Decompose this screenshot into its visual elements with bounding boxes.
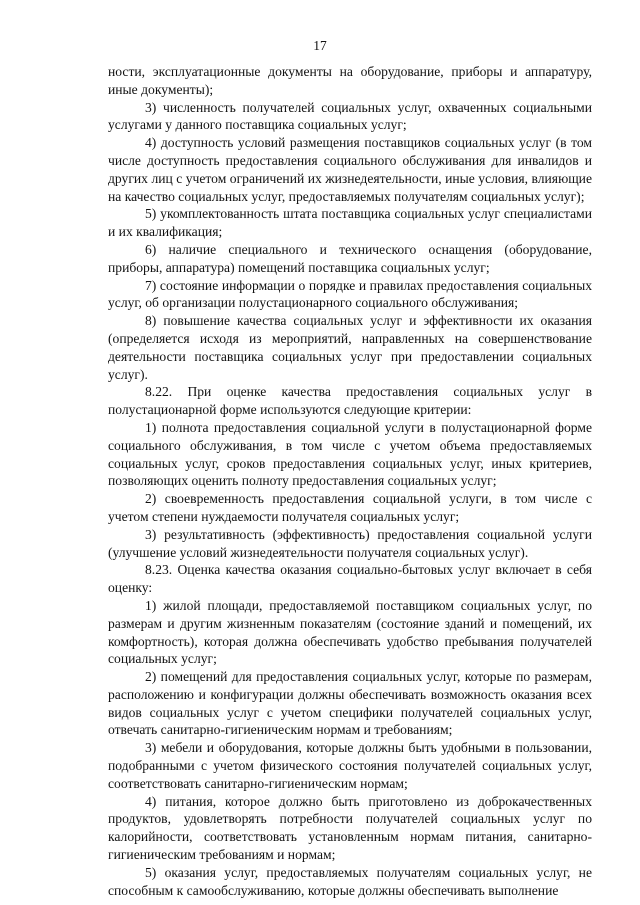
paragraph-continued: ности, эксплуатационные документы на оборудование, приборы и аппаратуру, иные документы); [108,64,592,97]
paragraph: 7) состояние информации о порядке и правилах предоставления социальных услуг, об организации полустационарного социального обслуживания; [108,277,592,311]
paragraph: 5) оказания услуг, предоставляемых получателям социальных услуг, не способным к самообслуживанию, которые должны обеспечивать выполнение [108,864,592,898]
page-number: 17 [313,38,327,53]
body-text [108,63,592,899]
paragraph: 3) результативность (эффективность) предоставления социальной услуги (улучшение условий жизнедеятельности получателя социальных услуг). [108,526,592,560]
paragraph: 1) жилой площади, предоставляемой поставщиком социальных услуг, по размерам и другим жизненным показателям (состояние зданий и помещений, их комфортность), которая должна обеспечивать удобство пребывания получателей социальных услуг; [108,597,592,667]
paragraph: 1) полнота предоставления социальной услуги в полустационарной форме социального обслуживания, в том числе с учетом объема предоставляемых социальных услуг, сроков предоставления социальных услуг, иных критериев, позволяющих оценить полноту предоставления социальных услуг; [108,419,592,489]
paragraph: 2) помещений для предоставления социальных услуг, которые по размерам, расположению и конфигурации должны обеспечивать возможность оказания всех видов социальных услуг с учетом специфики получателей социальных услуг, отвечать санитарно-гигиеническим нормам и требованиям; [108,669,592,738]
paragraph: 4) питания, которое должно быть приготовлено из доброкачественных продуктов, удовлетворять потребности получателей социальных услуг по калорийности, соответствовать установленным нормам питания, санитарно-гигиеническим требованиям и нормам; [108,793,592,863]
paragraph: 3) численность получателей социальных услуг, охваченных социальными услугами у данного поставщика социальных услуг; [108,99,592,133]
paragraph: 6) наличие специального и технического оснащения (оборудование, приборы, аппаратура) помещений поставщика социальных услуг; [108,241,592,275]
paragraph: 8) повышение качества социальных услуг и эффективности их оказания (определяется исходя из мероприятий, направленных на совершенствование деятельности поставщика социальных услуг при предоставлении социальных услуг). [108,313,592,382]
paragraph: 3) мебели и оборудования, которые должны быть удобными в пользовании, подобранными с учетом физического состояния получателей социальных услуг, соответствовать санитарно-гигиеническим нормам; [108,740,592,791]
paragraph: 4) доступность условий размещения поставщиков социальных услуг (в том числе доступность предоставления социального обслуживания для инвалидов и других лиц с учетом ограничений их жизнедеятельности, иные условия, влияющие на качество социальных услуг, предоставляемых получателям социальных услуг); [108,135,592,204]
section-8-23: 8.23. Оценка качества оказания социально-бытовых услуг включает в себя оценку: [108,562,592,596]
section-8-22: 8.22. При оценке качества предоставления социальных услуг в полустационарной форме используются следующие критерии: [108,384,592,418]
paragraph: 2) своевременность предоставления социальной услуги, в том числе с учетом степени нуждаемости получателя социальных услуг; [108,491,592,524]
paragraph: 5) укомплектованность штата поставщика социальных услуг специалистами и их квалификация; [108,206,592,240]
